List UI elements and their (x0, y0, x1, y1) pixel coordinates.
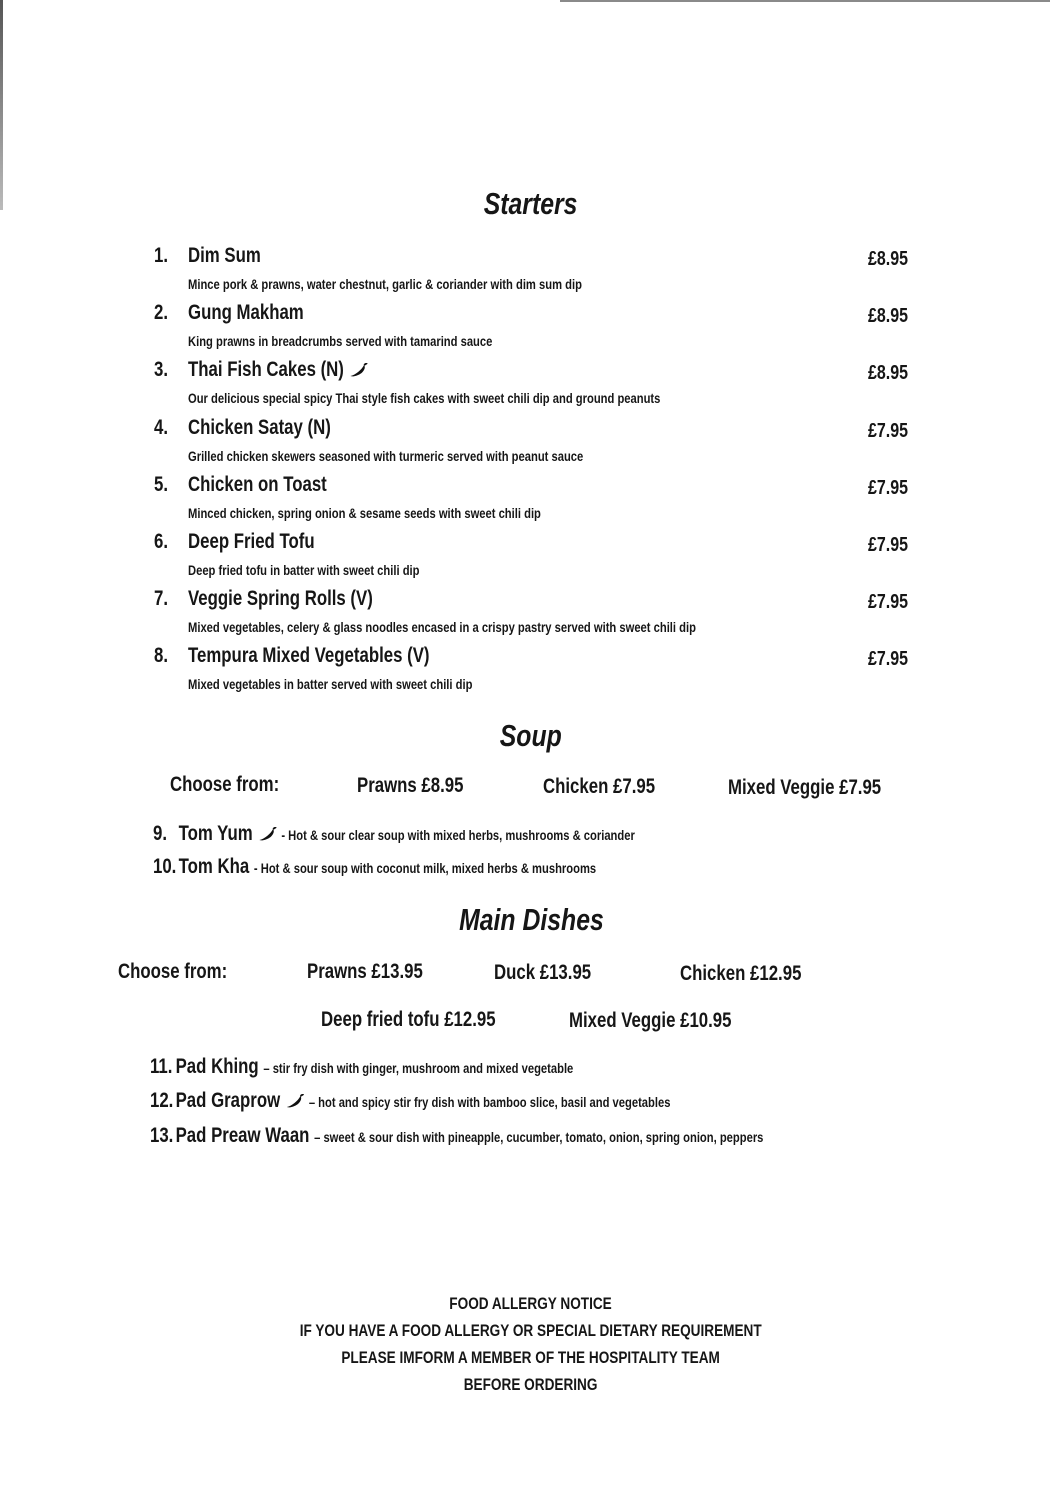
starter-item (0, 358, 1062, 416)
item-description: Deep fried tofu in batter with sweet chili dip (188, 562, 420, 578)
item-name: Chicken on Toast (188, 473, 327, 496)
item-name: Thai Fish Cakes (N) (188, 358, 413, 382)
item-number: 4. (154, 416, 169, 439)
starter-item (0, 301, 1062, 359)
item-name: Deep Fried Tofu (188, 530, 315, 553)
item-name: Chicken Satay (N) (188, 416, 331, 439)
main-dishes-heading: Main Dishes (458, 902, 604, 937)
soup-heading: Soup (500, 718, 562, 753)
scan-left-edge (0, 0, 3, 210)
starter-item (0, 473, 1062, 531)
soup-option: Prawns £8.95 (357, 774, 464, 797)
allergy-notice-line: BEFORE ORDERING (464, 1375, 598, 1394)
item-number: 3. (154, 358, 169, 381)
item-description: - Hot & sour soup with coconut milk, mixed herbs & mushrooms (253, 860, 597, 876)
starter-item (0, 416, 1062, 474)
item-name: Pad Graprow (175, 1089, 281, 1112)
allergy-notice-line: PLEASE IMFORM A MEMBER OF THE HOSPITALITY TEAM (341, 1348, 721, 1367)
allergy-notice-line: FOOD ALLERGY NOTICE (449, 1294, 613, 1313)
item-number: 11. (150, 1055, 173, 1078)
item-price: £8.95 (868, 362, 909, 384)
item-description: Minced chicken, spring onion & sesame seeds with sweet chili dip (188, 505, 541, 521)
item-number: 12. (150, 1089, 174, 1112)
item-name: Gung Makham (188, 301, 304, 324)
item-name: Tempura Mixed Vegetables (V) (188, 644, 430, 667)
item-description: Our delicious special spicy Thai style fish cakes with sweet chili dip and ground peanuts (188, 390, 661, 406)
soup-item (153, 822, 755, 846)
starters-heading: Starters (484, 186, 578, 221)
item-number: 8. (154, 644, 169, 667)
item-price: £7.95 (868, 591, 909, 613)
item-number: 13. (150, 1124, 174, 1147)
main-item (150, 1089, 801, 1113)
mains-option: Duck £13.95 (494, 961, 592, 984)
allergy-notice-line: IF YOU HAVE A FOOD ALLERGY OR SPECIAL DIETARY REQUIREMENT (300, 1321, 762, 1340)
item-price: £7.95 (868, 648, 909, 670)
item-description: Grilled chicken skewers seasoned with turmeric served with peanut sauce (188, 448, 584, 464)
item-name: Tom Kha (178, 855, 250, 878)
mains-option: Mixed Veggie £10.95 (569, 1009, 732, 1032)
main-item (150, 1055, 679, 1079)
mains-option: Chicken £12.95 (680, 962, 802, 985)
starter-item (0, 244, 1062, 302)
item-description: Mixed vegetables, celery & glass noodles encased in a crispy pastry served with sweet chili dip (188, 619, 696, 635)
item-number: 10. (153, 855, 177, 878)
starter-item (0, 530, 1062, 588)
item-price: £8.95 (868, 248, 909, 270)
mains-option: Prawns £13.95 (307, 960, 423, 983)
item-name: Veggie Spring Rolls (V) (188, 587, 373, 610)
chili-pepper-icon (285, 1094, 304, 1108)
main-item (150, 1124, 917, 1148)
soup-choose-label: Choose from: (170, 773, 280, 796)
item-name: Pad Khing (175, 1055, 259, 1078)
allergy-notice (0, 1290, 1062, 1398)
item-number: 1. (154, 244, 169, 267)
item-number: 6. (154, 530, 169, 553)
item-number: 7. (154, 587, 169, 610)
starter-item (0, 644, 1062, 702)
item-description: Mince pork & prawns, water chestnut, garlic & coriander with dim sum dip (188, 276, 582, 292)
soup-option: Chicken £7.95 (543, 775, 656, 798)
item-description: - Hot & sour clear soup with mixed herbs, mushrooms & coriander (281, 827, 635, 843)
item-price: £8.95 (868, 305, 909, 327)
item-number: 2. (154, 301, 169, 324)
chili-pepper-icon (349, 363, 368, 377)
starter-item (0, 587, 1062, 645)
item-description: Mixed vegetables in batter served with sweet chili dip (188, 676, 473, 692)
item-description: – stir fry dish with ginger, mushroom and mixed vegetable (263, 1060, 574, 1076)
item-price: £7.95 (868, 477, 909, 499)
item-number: 5. (154, 473, 169, 496)
scan-top-border (560, 0, 1050, 2)
item-name: Dim Sum (188, 244, 261, 267)
item-description: King prawns in breadcrumbs served with tamarind sauce (188, 333, 493, 349)
mains-choose-label: Choose from: (118, 960, 228, 983)
item-price: £7.95 (868, 420, 909, 442)
item-name: Tom Yum (178, 822, 253, 845)
soup-item (153, 855, 707, 879)
item-number: 9. (153, 822, 168, 845)
item-name: Pad Preaw Waan (175, 1124, 310, 1147)
soup-option: Mixed Veggie £7.95 (728, 776, 882, 799)
chili-pepper-icon (257, 827, 276, 841)
item-price: £7.95 (868, 534, 909, 556)
mains-option: Deep fried tofu £12.95 (321, 1008, 496, 1031)
item-description: – hot and spicy stir fry dish with bamboo slice, basil and vegetables (308, 1094, 671, 1110)
item-description: – sweet & sour dish with pineapple, cucumber, tomato, onion, spring onion, peppers (314, 1129, 764, 1145)
